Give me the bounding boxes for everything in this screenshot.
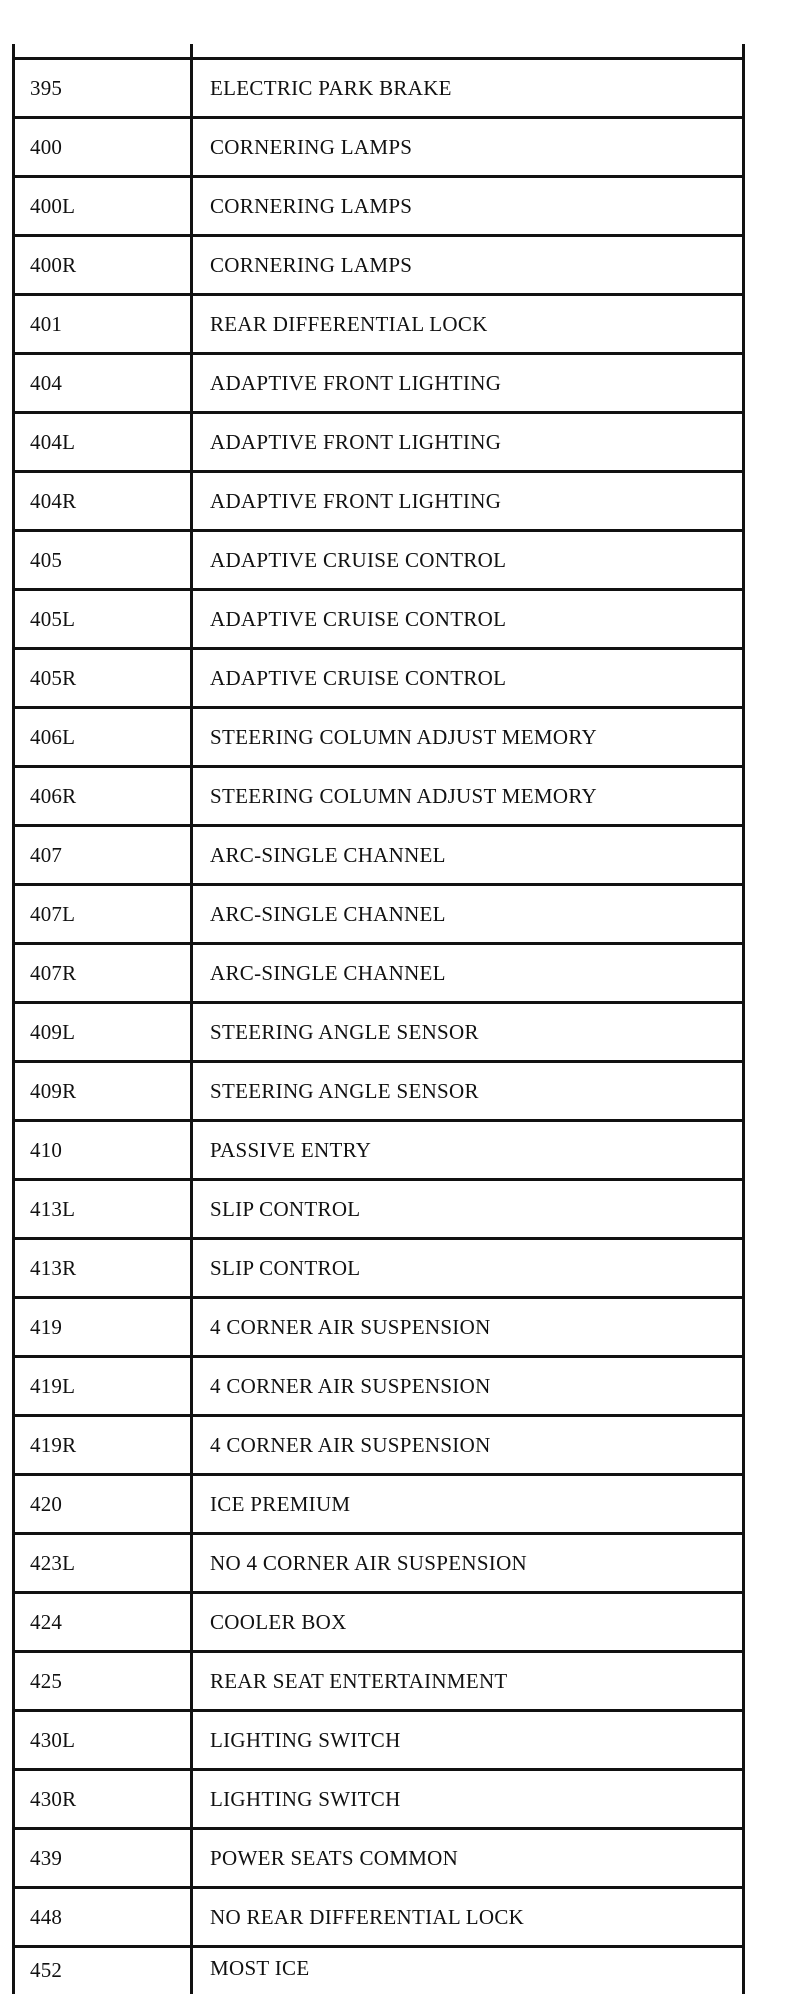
table-row [15, 1001, 742, 1060]
option-code-cell: 404L [15, 414, 193, 470]
table-row [15, 411, 742, 470]
option-description-cell: ADAPTIVE FRONT LIGHTING [210, 370, 502, 395]
option-description-cell: 4 CORNER AIR SUSPENSION [210, 1373, 491, 1398]
option-description-cell: ARC-SINGLE CHANNEL [210, 960, 446, 985]
option-code-cell: 413R [15, 1240, 193, 1296]
table-row [15, 883, 742, 942]
option-code-cell: 404R [15, 473, 193, 529]
option-description-cell: STEERING ANGLE SENSOR [210, 1019, 479, 1044]
option-code-cell: 407L [15, 886, 193, 942]
option-description-cell: REAR DIFFERENTIAL LOCK [210, 311, 488, 336]
table-row [15, 1060, 742, 1119]
table-row [15, 942, 742, 1001]
option-code-cell: 439 [15, 1830, 193, 1886]
option-code-cell: 407R [15, 945, 193, 1001]
option-code-cell: 410 [15, 1122, 193, 1178]
table-row [15, 1827, 742, 1886]
option-description-cell: COOLER BOX [210, 1609, 347, 1634]
option-description-cell: MOST ICE [210, 1955, 310, 1980]
option-description-cell: STEERING ANGLE SENSOR [210, 1078, 479, 1103]
option-description-cell: ADAPTIVE CRUISE CONTROL [210, 606, 507, 631]
option-description-cell: ARC-SINGLE CHANNEL [210, 842, 446, 867]
option-description-cell: REAR SEAT ENTERTAINMENT [210, 1668, 508, 1693]
table-row [15, 175, 742, 234]
option-description-cell: STEERING COLUMN ADJUST MEMORY [210, 783, 597, 808]
table-row [15, 706, 742, 765]
option-description-cell: ARC-SINGLE CHANNEL [210, 901, 446, 926]
option-code-cell: 448 [15, 1889, 193, 1945]
option-code-cell: 400R [15, 237, 193, 293]
option-code-cell: 409L [15, 1004, 193, 1060]
option-description-cell: LIGHTING SWITCH [210, 1727, 401, 1752]
option-code-cell: 452 [15, 1948, 193, 1994]
option-description-cell: ADAPTIVE CRUISE CONTROL [210, 665, 507, 690]
option-description-cell: POWER SEATS COMMON [210, 1845, 459, 1870]
option-description-cell: CORNERING LAMPS [210, 134, 413, 159]
option-code-cell: 430R [15, 1771, 193, 1827]
table-right-line-stub [742, 44, 745, 57]
option-code-cell: 425 [15, 1653, 193, 1709]
table-row [15, 1414, 742, 1473]
option-description-cell: 4 CORNER AIR SUSPENSION [210, 1314, 491, 1339]
option-description-cell: ADAPTIVE CRUISE CONTROL [210, 547, 507, 572]
option-code-cell: 400L [15, 178, 193, 234]
option-code-cell: 406R [15, 768, 193, 824]
option-description-cell: ADAPTIVE FRONT LIGHTING [210, 429, 502, 454]
table-row [15, 1591, 742, 1650]
option-description-cell: CORNERING LAMPS [210, 193, 413, 218]
table-row [15, 1768, 742, 1827]
option-code-cell: 405R [15, 650, 193, 706]
table-row [15, 352, 742, 411]
table-row [15, 647, 742, 706]
option-code-cell: 420 [15, 1476, 193, 1532]
table-row [15, 116, 742, 175]
option-code-cell: 404 [15, 355, 193, 411]
option-description-cell: NO REAR DIFFERENTIAL LOCK [210, 1904, 525, 1929]
option-code-cell: 419R [15, 1417, 193, 1473]
table-row [15, 1355, 742, 1414]
table-row [15, 824, 742, 883]
table-row [15, 588, 742, 647]
option-code-cell: 405 [15, 532, 193, 588]
option-description-cell: SLIP CONTROL [210, 1255, 361, 1280]
option-code-cell: 406L [15, 709, 193, 765]
option-description-cell: PASSIVE ENTRY [210, 1137, 372, 1162]
option-code-cell: 407 [15, 827, 193, 883]
option-code-table [12, 57, 745, 1994]
option-code-cell: 419 [15, 1299, 193, 1355]
option-code-cell: 423L [15, 1535, 193, 1591]
table-row [15, 1650, 742, 1709]
option-description-cell: ADAPTIVE FRONT LIGHTING [210, 488, 502, 513]
option-code-cell: 395 [15, 60, 193, 116]
option-code-cell: 430L [15, 1712, 193, 1768]
option-code-cell: 405L [15, 591, 193, 647]
option-description-cell: SLIP CONTROL [210, 1196, 361, 1221]
option-description-cell: 4 CORNER AIR SUSPENSION [210, 1432, 491, 1457]
option-description-cell: LIGHTING SWITCH [210, 1786, 401, 1811]
table-row [15, 1178, 742, 1237]
table-left-line-stub [12, 44, 15, 57]
table-row [15, 1709, 742, 1768]
option-code-cell: 419L [15, 1358, 193, 1414]
table-row [15, 1237, 742, 1296]
table-row [15, 1473, 742, 1532]
option-code-cell: 409R [15, 1063, 193, 1119]
option-description-cell: NO 4 CORNER AIR SUSPENSION [210, 1550, 528, 1575]
option-code-cell: 424 [15, 1594, 193, 1650]
option-description-cell: ELECTRIC PARK BRAKE [210, 75, 452, 100]
option-description-cell: CORNERING LAMPS [210, 252, 413, 277]
table-row [15, 1945, 742, 1994]
table-row [15, 1296, 742, 1355]
table-row [15, 293, 742, 352]
table-row [15, 765, 742, 824]
option-code-cell: 401 [15, 296, 193, 352]
table-row [15, 1119, 742, 1178]
table-row [15, 234, 742, 293]
table-row [15, 470, 742, 529]
option-code-cell: 413L [15, 1181, 193, 1237]
table-center-line-stub [190, 44, 193, 57]
table-row [15, 1532, 742, 1591]
option-description-cell: ICE PREMIUM [210, 1491, 351, 1516]
option-code-cell: 400 [15, 119, 193, 175]
table-row [15, 1886, 742, 1945]
table-row [15, 529, 742, 588]
option-description-cell: STEERING COLUMN ADJUST MEMORY [210, 724, 597, 749]
table-row [15, 57, 742, 116]
